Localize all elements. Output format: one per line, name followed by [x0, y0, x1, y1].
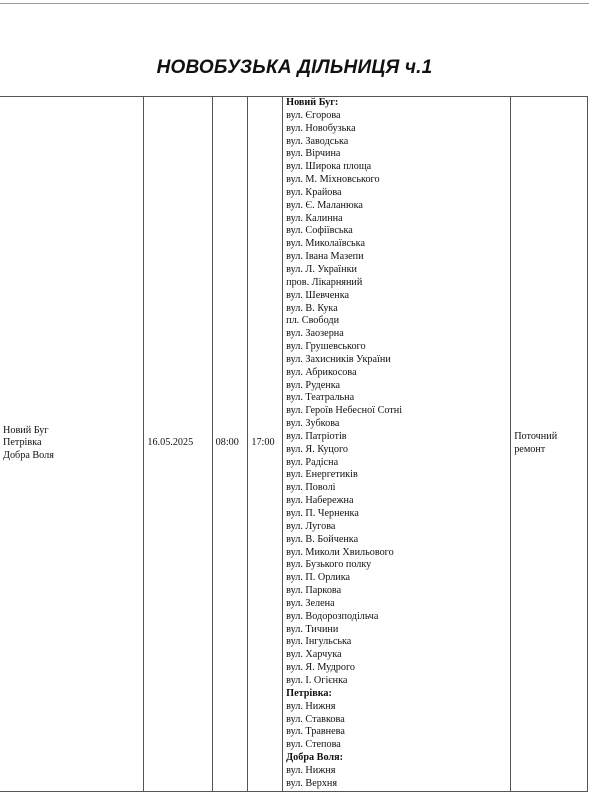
street-item: вул. Миколаївська — [286, 238, 365, 250]
street-item: вул. Зелена — [286, 597, 335, 609]
locality-heading: Петрівка: — [286, 687, 332, 699]
street-item: вул. М. Міхновського — [286, 174, 380, 186]
street-item: вул. Грушевського — [286, 341, 366, 353]
page-title: НОВОБУЗЬКА ДІЛЬНИЦЯ ч.1 — [156, 57, 433, 78]
street-item: вул. Я. Куцого — [286, 443, 348, 455]
street-item: вул. Водорозподільча — [286, 610, 379, 622]
street-item: вул. Харчука — [286, 649, 342, 661]
street-item: вул. Л. Українки — [286, 263, 357, 275]
street-item: вул. Травнева — [286, 726, 345, 738]
street-item: вул. Театральна — [286, 392, 355, 404]
street-item: пл. Свободи — [286, 315, 340, 327]
street-item: вул. І. Огієнка — [286, 674, 348, 686]
time-from-cell: 08:00 — [212, 97, 248, 792]
street-item: вул. Паркова — [286, 585, 342, 597]
localities-cell — [0, 97, 144, 792]
street-item: вул. Заводська — [286, 135, 349, 147]
street-item: вул. Степова — [286, 739, 341, 751]
street-item: вул. Героїв Небесної Сотні — [286, 405, 403, 417]
street-item: вул. Новобузька — [286, 122, 356, 134]
streets-cell — [283, 97, 511, 792]
locality-heading: Новий Буг: — [286, 97, 339, 108]
work-type-cell: Поточний ремонт — [511, 97, 588, 792]
street-item: вул. Поволі — [286, 482, 336, 494]
street-item: вул. В. Кука — [286, 302, 338, 314]
street-item: вул. Івана Мазепи — [286, 251, 364, 263]
street-item: вул. Бузького полку — [286, 559, 372, 571]
street-item: вул. Абрикосова — [286, 366, 357, 378]
street-item: вул. Нижня — [286, 700, 336, 712]
street-item: вул. Енергетиків — [286, 469, 358, 481]
street-item: вул. Інгульська — [286, 636, 352, 648]
locality-heading: Добра Воля: — [286, 752, 344, 764]
street-item: вул. Калинна — [286, 212, 343, 224]
top-divider — [0, 3, 589, 4]
street-item: вул. Тичини — [286, 623, 339, 635]
street-item: вул. Верхня — [286, 777, 338, 789]
street-item: вул. Лугова — [286, 520, 336, 532]
street-item: вул. Вірчина — [286, 148, 341, 160]
street-item: вул. Крайова — [286, 186, 342, 198]
street-item: пров. Лікарняний — [286, 276, 363, 288]
table-row — [0, 97, 588, 792]
street-item: вул. Софіївська — [286, 225, 353, 237]
street-item: вул. Широка площа — [286, 161, 372, 173]
street-list — [286, 97, 507, 791]
street-item: вул. Я. Мудрого — [286, 662, 355, 674]
street-item: вул. Руденка — [286, 379, 341, 391]
locality: Петрівка — [3, 437, 42, 449]
street-item: вул. Шевченка — [286, 289, 350, 301]
street-item: вул. П. Черненка — [286, 508, 359, 519]
street-item: вул. Набережна — [286, 495, 354, 507]
street-item: вул. Зубкова — [286, 418, 340, 430]
street-item: вул. Заозерна — [286, 328, 344, 340]
date-cell: 16.05.2025 — [144, 97, 212, 792]
street-item: вул. Є. Маланюка — [286, 199, 363, 211]
street-item: вул. Єгорова — [286, 109, 341, 121]
street-item: вул. Патріотів — [286, 430, 347, 442]
street-item: вул. Захисників України — [286, 353, 391, 365]
locality: Добра Воля — [3, 450, 54, 462]
street-item: вул. В. Бойченка — [286, 533, 359, 545]
locality: Новий Буг — [3, 424, 49, 436]
street-item: вул. П. Орлика — [286, 572, 351, 584]
street-item: вул. Миколи Хвильового — [286, 546, 394, 558]
street-item: вул. Радісна — [286, 456, 339, 468]
time-to-cell: 17:00 — [248, 97, 283, 792]
street-item: вул. Ставкова — [286, 713, 345, 725]
street-item: вул. Нижня — [286, 764, 336, 776]
outage-schedule-table — [0, 96, 588, 792]
